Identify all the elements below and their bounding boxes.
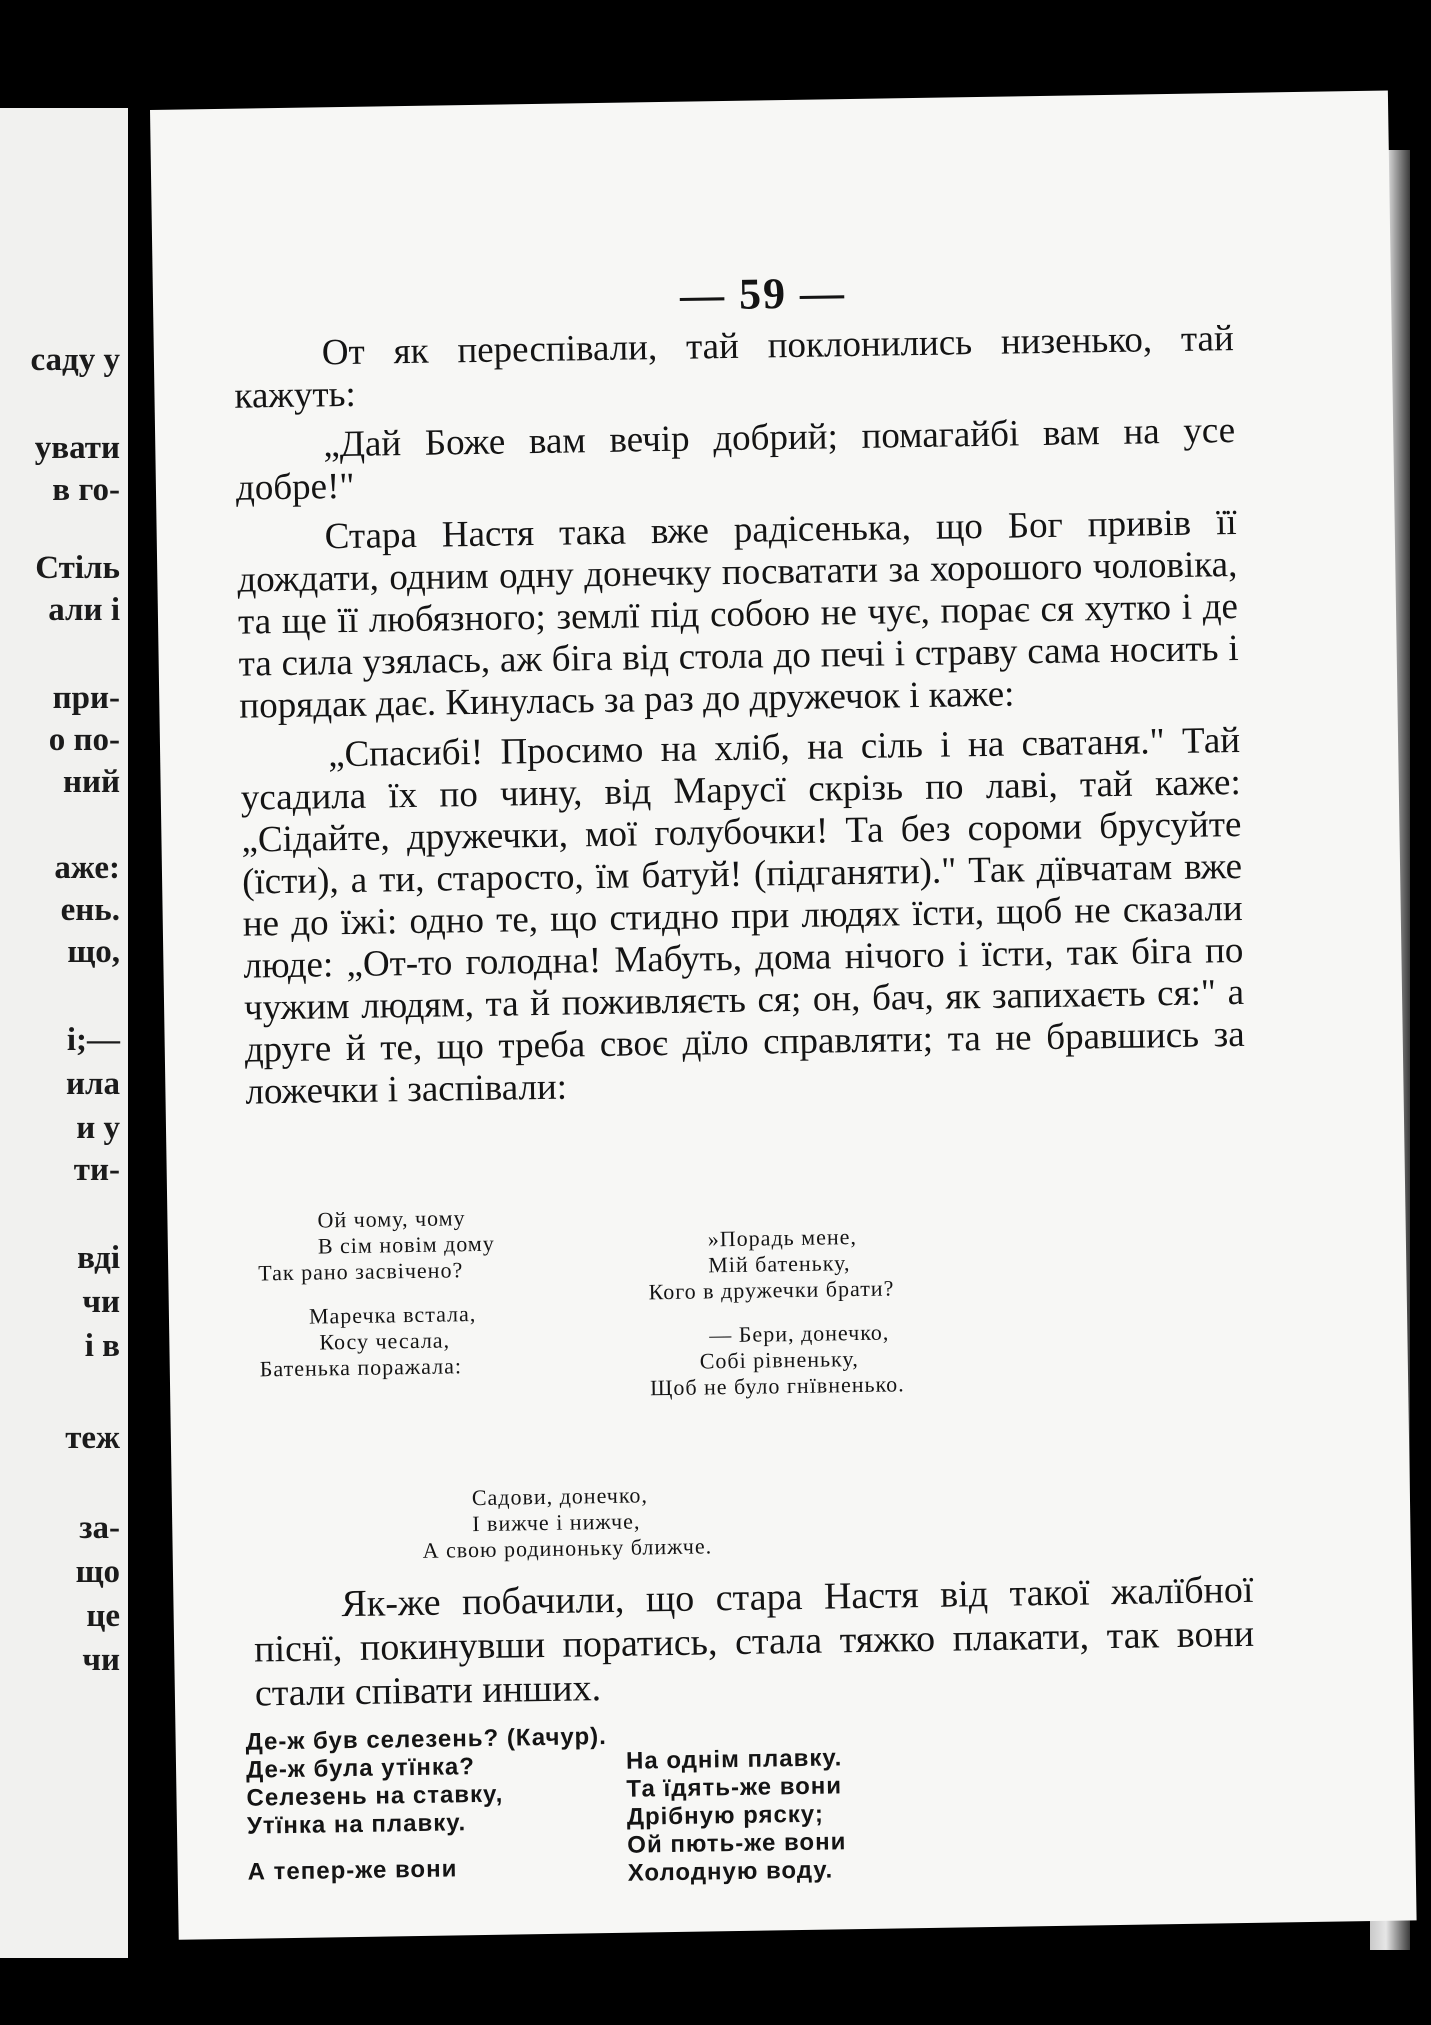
verse-line: Де-ж був селезень? (Качур). [245,1723,607,1756]
paragraph: От як переспівали, тай поклонились низенько, тай кажуть: [234,318,1235,417]
stanza [257,1205,495,1287]
stanza [259,1301,497,1383]
verse-line: Садови, донечко, [471,1482,649,1511]
verse-line: Батенька поражала: [259,1353,463,1382]
verse-line: І вижче і нижче, [472,1508,641,1537]
book-page [150,91,1417,1940]
left-fragment-line: це [86,1598,120,1634]
left-fragment-line: али і [48,592,120,628]
verse-line: Холодную воду. [627,1856,834,1887]
left-fragment-line: і в [84,1328,120,1364]
song1-right-column [648,1223,906,1419]
verse-line: Дрібную ряску; [626,1800,825,1831]
left-fragment-line: теж [65,1420,120,1456]
verse-line: Косу чесала, [319,1327,451,1355]
verse-line: Кого в дружечки брати? [648,1275,895,1305]
paragraph: „Дай Боже вам вечір добрий; помагайбі вам на усе добре!" [235,409,1236,509]
left-fragment-line: вді [77,1240,120,1276]
verse-line: В сім новім дому [317,1230,495,1259]
left-fragment-line: чи [82,1284,120,1320]
left-fragment-line: Стіль [35,550,120,586]
verse-line: Маречка встала, [308,1301,477,1329]
verse-line: Мій батеньку, [708,1250,851,1278]
song1-left-column [257,1205,497,1401]
left-fragment-line: ний [62,764,120,800]
verse-line: Селезень на ставку, [246,1780,504,1812]
verse-line: Ой пють-же вони [627,1828,847,1859]
stanza [626,1744,847,1887]
left-fragment-line: чи [82,1642,120,1678]
left-page-fragment [0,108,128,1958]
stanza [648,1223,904,1305]
left-fragment-line: за- [79,1510,120,1546]
verse-line: Щоб не було гнївненько. [649,1371,905,1401]
song2-right-column [626,1744,848,1905]
left-fragment-line: ень. [60,892,120,928]
verse-line: А тепер-же вони [247,1855,458,1886]
verse-line: Де-ж була утїнка? [245,1753,476,1784]
verse-line: »Порадь мене, [707,1224,858,1252]
song2-left-column [245,1723,609,1905]
left-fragment-line: аже: [54,850,120,886]
song1-center-stanza [422,1481,713,1564]
left-fragment-line: при- [52,680,120,716]
left-fragment-line: увати [34,430,120,466]
paragraph: Стара Настя така вже радісенька, що Бог привів її дождати, одним одну донечку посватати за хорошого чоловіка, та ще її любязного; землї під собою не чує, порає ся хутко і де та сила узялась, аж біга від стола до печі і страву сама носить і порядак дає. Кинулась за раз до дружечок і каже: [237,501,1239,727]
left-fragment-line: о по- [48,722,120,758]
verse-line: Ой чому, чому [317,1205,466,1233]
verse-line: Та їдять-же вони [626,1772,843,1803]
stanza [649,1319,905,1401]
verse-line: Собі рівненьку, [699,1346,859,1374]
stanza [247,1853,609,1887]
left-fragment-line: в го- [52,472,120,508]
verse-line: Утїнка на плавку. [246,1809,467,1840]
prose-block [234,318,1246,1122]
paragraph: „Спасибі! Просимо на хліб, на сіль і на сватаня." Тай усадила їх по чину, від Марусї скрізь по лаві, тай каже: „Сідайте, дружечки, мої голубочки! Та без сороми брусуйте (їсти), а ти, старосто, їм батуй! (підганяти)." Так дївчатам вже не до їжі: одно те, що стидно при людях їсти, щоб не сказали люде: „От-то голодна! Мабуть, дома нічого і їсти, так біга по чужим людям, та й поживляєть ся; он, бач, як запихаєть ся:" а друге й те, що треба своє дїло справляти; та не бравшись за ложечки і заспівали: [240,719,1245,1113]
verse-line: — Бери, донечко, [709,1319,890,1348]
verse-line: А свою родиноньку ближче. [422,1533,713,1563]
left-fragment-line: що, [67,934,120,970]
left-fragment-line: саду у [30,342,120,378]
left-fragment-line: и у [76,1110,120,1146]
verse-line: Так рано засвічено? [258,1257,464,1286]
left-fragment-line: і;— [66,1022,120,1058]
paragraph: Як-же побачили, що стара Настя від такої жалїбної піснї, покинувши поратись, стала тяжко плакати, так вони стали співати инших. [253,1568,1255,1715]
verse-line: На однім плавку. [625,1744,843,1775]
page-number: — 59 — [679,268,847,320]
left-fragment-line: ила [65,1066,120,1102]
prose-block-2 [253,1568,1255,1716]
stanza [245,1723,608,1841]
left-fragment-line: що [75,1554,120,1590]
left-fragment-line: ти- [73,1152,120,1188]
